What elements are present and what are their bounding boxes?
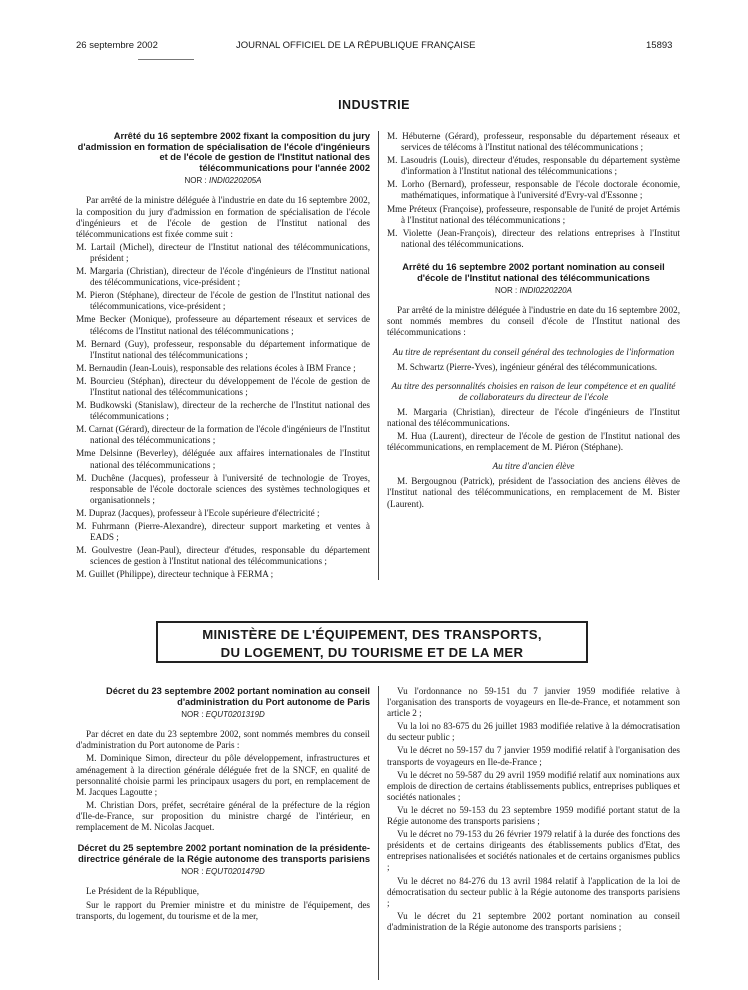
decret-1-nor	[76, 709, 370, 720]
column-1	[76, 131, 370, 582]
decret-2-nor	[76, 866, 370, 877]
nor-label: NOR :	[181, 710, 204, 720]
nor-label: NOR :	[184, 176, 207, 186]
member-item: Mme Préteux (Françoise), professeure, responsable de l'unité de projet Artémis à l'Institut national des télécommunications ;	[387, 203, 680, 225]
member-item: M. Fuhrmann (Pierre-Alexandre), directeur support marketing et ventes à EADS ;	[76, 521, 370, 543]
header-date: 26 septembre 2002	[76, 40, 158, 51]
column-divider-bottom	[378, 686, 379, 980]
nor-code: EQUT0201319D	[205, 710, 265, 720]
nor-label: NOR :	[495, 286, 518, 296]
arrete-1-title: Arrêté du 16 septembre 2002 fixant la composition du jury d'admission en formation de spécialisation de l'école d'ingénieurs et de l'école de gestion de l'Institut national des télécommunications pour l'année 2002	[77, 131, 370, 173]
column-3	[76, 686, 370, 924]
member-item: M. Budkowski (Stanislaw), directeur de la recherche de l'Institut national des télécommunications ;	[76, 400, 370, 422]
decret-1-paragraph: M. Dominique Simon, directeur du pôle développement, infrastructures et aménagement à la direction générale déléguée fret de la SNCF, en qualité de personnalité choisie parmi les principaux usagers du port, en remplacement de M. Jacques Lagoutte ;	[76, 753, 370, 797]
member-item: M. Lasoudris (Louis), directeur d'études, responsable du département système d'information à l'Institut national des télécommunications ;	[387, 155, 680, 177]
decret-1-paragraph: M. Christian Dors, préfet, secrétaire général de la préfecture de la région d'Ile-de-France, sur proposition du ministre chargé de l'intérieur, en remplacement de M. Nicolas Jacquet.	[76, 799, 370, 833]
section-title: INDUSTRIE	[338, 98, 410, 112]
member-item: M. Pieron (Stéphane), directeur de l'école de gestion de l'Institut national des télécommunications, vice-président ;	[76, 290, 370, 312]
member-item: M. Violette (Jean-François), directeur des relations entreprises à l'Institut national des télécommunications.	[387, 227, 680, 249]
member-item: M. Bourcieu (Stéphan), directeur du développement de l'école de gestion de l'Institut national des télécommunications ;	[76, 375, 370, 397]
nor-code: INDI0220220A	[519, 286, 572, 296]
member-item: M. Guillet (Philippe), directeur technique à FERMA ;	[76, 569, 274, 580]
member-item: Mme Delsinne (Beverley), déléguée aux affaires internationales de l'Institut national des télécommunications ;	[76, 448, 370, 470]
nor-label: NOR :	[181, 867, 204, 877]
ministry-heading-line-1: MINISTÈRE DE L'ÉQUIPEMENT, DES TRANSPORTS,	[202, 627, 542, 642]
member-item: M. Goulvestre (Jean-Paul), directeur d'études, responsable du département sciences de gestion à l'Institut national des télécommunications ;	[76, 545, 370, 567]
nor-code: EQUT0201479D	[205, 867, 265, 877]
visa-item: Vu le décret no 59-587 du 29 avril 1959 modifié relatif aux nominations aux emplois de direction de certains établissements publics, entreprises publiques et sociétés nationales ;	[387, 769, 680, 802]
member-item: M. Margaria (Christian), directeur de l'école d'ingénieurs de l'Institut national des télécommunications, vice-président ;	[76, 266, 370, 288]
member-item: M. Duchêne (Jacques), professeur à l'université de technologie de Troyes, responsable de l'école doctorale sciences des systèmes technologiques et organisationnels ;	[76, 472, 370, 505]
header-journal-title: JOURNAL OFFICIEL DE LA RÉPUBLIQUE FRANÇAISE	[236, 40, 476, 51]
column-2	[387, 131, 680, 512]
decret-2-paragraph: Sur le rapport du Premier ministre et du ministre de l'équipement, des transports, du logement, du tourisme et de la mer,	[76, 899, 370, 921]
arrete-2-paragraph: M. Margaria (Christian), directeur de l'école d'ingénieurs de l'Institut national des télécommunications.	[387, 406, 680, 428]
header-page-number: 15893	[646, 40, 673, 51]
arrete-2-subheading-3: Au titre d'ancien élève	[492, 461, 575, 472]
visa-item: Vu la loi no 83-675 du 26 juillet 1983 modifiée relative à la démocratisation du secteur public ;	[387, 721, 680, 743]
decret-2-paragraph: Le Président de la République,	[86, 886, 200, 897]
arrete-1-nor	[76, 175, 370, 186]
header-rule	[138, 59, 194, 60]
arrete-1-intro: Par arrêté de la ministre déléguée à l'industrie en date du 16 septembre 2002, la composition du jury d'admission en formation de spécialisation de l'école d'ingénieurs et de l'école de gestion de l'Institut national des télécommunications est fixée comme suit :	[76, 195, 370, 239]
decret-1-title: Décret du 23 septembre 2002 portant nomination au conseil d'administration du Port autonome de Paris	[106, 686, 370, 707]
member-item: M. Lorho (Bernard), professeur, responsable de l'école doctorale économie, mathématiques, informatique à l'université d'Evry-val d'Essonne ;	[387, 179, 680, 201]
member-item: M. Dupraz (Jacques), professeur à l'Ecole supérieure d'électricité ;	[76, 507, 320, 518]
member-item: M. Hébuterne (Gérard), professeur, responsable du département réseaux et services de télécoms à l'Institut national des télécommunications ;	[387, 131, 680, 153]
visa-item: Vu le décret no 79-153 du 26 février 1979 relatif à la durée des fonctions des présidents et de certains dirigeants des établissements publics d'Etat, des entreprises nationalisées et sociétés nationales et de certains organismes publics ;	[387, 829, 680, 873]
ministry-heading-box	[156, 621, 588, 663]
member-item: M. Lartail (Michel), directeur de l'Institut national des télécommunications, président ;	[76, 241, 370, 263]
visa-item: Vu l'ordonnance no 59-151 du 7 janvier 1959 modifiée relative à l'organisation des transports de voyageurs en Ile-de-France, et notamment son article 2 ;	[387, 686, 680, 719]
member-item: M. Bernard (Guy), professeur, responsable du département informatique de l'Institut national des télécommunications ;	[76, 338, 370, 360]
member-item: M. Carnat (Gérard), directeur de la formation de l'école d'ingénieurs de l'Institut national des télécommunications ;	[76, 424, 371, 446]
decret-2-title: Décret du 25 septembre 2002 portant nomination de la présidente-directrice générale de la Régie autonome des transports parisiens	[77, 843, 370, 864]
visa-item: Vu le décret no 59-153 du 23 septembre 1959 modifié portant statut de la Régie autonome des transports parisiens ;	[387, 804, 680, 827]
member-item: Mme Becker (Monique), professeure au département réseaux et services de télécoms de l'Institut national des télécommunications ;	[76, 314, 370, 336]
arrete-2-paragraph: M. Bergougnou (Patrick), président de l'association des anciens élèves de l'Institut national des télécommunications, en remplacement de M. Bister (Laurent).	[387, 476, 680, 509]
decret-1-paragraph: Par décret en date du 23 septembre 2002, sont nommés membres du conseil d'administration du Port autonome de Paris :	[76, 729, 370, 751]
arrete-2-nor	[387, 285, 680, 296]
member-item: M. Bernaudin (Jean-Louis), responsable des relations écoles à IBM France ;	[76, 362, 356, 373]
ministry-heading-line-2: DU LOGEMENT, DU TOURISME ET DE LA MER	[220, 645, 524, 660]
nor-code: INDI0220205A	[208, 176, 262, 186]
arrete-2-paragraph: M. Hua (Laurent), directeur de l'école de gestion de l'Institut national des télécommunications, en remplacement de M. Piéron (Stéphane).	[387, 431, 680, 453]
arrete-2-subheading-2: Au titre des personnalités choisies en raison de leur compétence et en qualité de collaborateurs du directeur de l'école	[391, 380, 676, 402]
column-divider-top	[378, 131, 379, 580]
arrete-2-intro: Par arrêté de la ministre déléguée à l'industrie en date du 16 septembre 2002, sont nommés membres du conseil d'école de l'Institut national des télécommunications :	[387, 305, 680, 338]
visa-item: Vu le décret no 84-276 du 13 avril 1984 relatif à l'application de la loi de démocratisation du secteur public à la Régie autonome des transports parisiens ;	[387, 875, 680, 908]
visa-item: Vu le décret no 59-157 du 7 janvier 1959 modifié relatif à l'organisation des transports de voyageurs en Ile-de-France ;	[387, 745, 680, 767]
arrete-2-paragraph: M. Schwartz (Pierre-Yves), ingénieur général des télécommunications.	[397, 361, 658, 372]
visa-item: Vu le décret du 21 septembre 2002 portant nomination au conseil d'administration de la Régie autonome des transports parisiens ;	[387, 910, 680, 932]
arrete-2-title: Arrêté du 16 septembre 2002 portant nomination au conseil d'école de l'Institut national des télécommunications	[402, 261, 665, 283]
column-4	[387, 686, 680, 935]
arrete-2-subheading-1: Au titre de représentant du conseil général des technologies de l'information	[392, 346, 675, 357]
